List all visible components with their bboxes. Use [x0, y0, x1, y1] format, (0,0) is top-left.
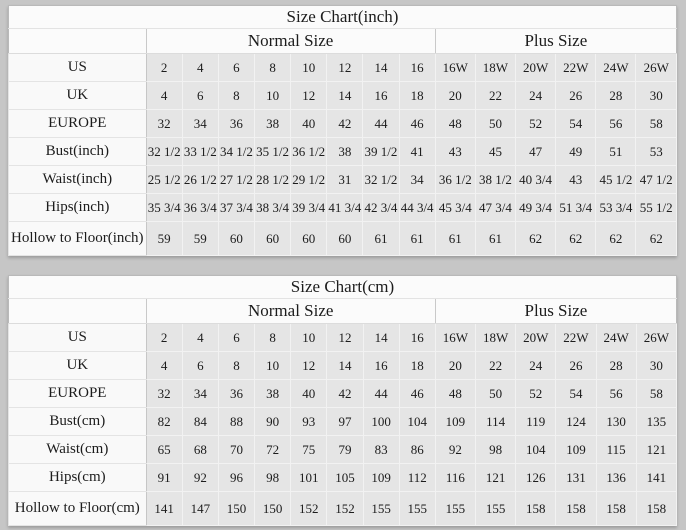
size-value-cell: 16W — [435, 324, 475, 352]
size-value-cell: 97 — [327, 408, 363, 436]
size-value-cell: 12 — [291, 82, 327, 110]
size-value-cell: 26W — [636, 54, 677, 82]
size-value-cell: 109 — [556, 436, 596, 464]
table-row — [9, 492, 677, 526]
size-value-cell: 45 3/4 — [435, 194, 475, 222]
size-value-cell: 131 — [556, 464, 596, 492]
inch-table-body — [9, 54, 677, 256]
size-value-cell: 8 — [218, 352, 254, 380]
size-value-cell: 136 — [596, 464, 636, 492]
corner-cell — [9, 29, 147, 54]
table-row — [9, 138, 677, 166]
size-value-cell: 4 — [146, 82, 182, 110]
size-value-cell: 86 — [399, 436, 435, 464]
table-row — [9, 54, 677, 82]
size-value-cell: 90 — [255, 408, 291, 436]
size-value-cell: 60 — [218, 222, 254, 256]
corner-cell — [9, 299, 147, 324]
size-value-cell: 61 — [399, 222, 435, 256]
size-value-cell: 88 — [218, 408, 254, 436]
size-value-cell: 61 — [475, 222, 515, 256]
size-value-cell: 35 1/2 — [255, 138, 291, 166]
size-value-cell: 48 — [435, 110, 475, 138]
table-title: Size Chart(inch) — [9, 6, 677, 29]
size-value-cell: 54 — [556, 110, 596, 138]
size-value-cell: 121 — [476, 464, 516, 492]
size-value-cell: 34 — [182, 380, 218, 408]
size-value-cell: 43 — [435, 138, 475, 166]
size-value-cell: 150 — [218, 492, 254, 526]
table-row — [9, 110, 677, 138]
plus-size-header: Plus Size — [435, 299, 676, 324]
size-value-cell: 58 — [636, 380, 676, 408]
size-value-cell: 62 — [556, 222, 596, 256]
size-value-cell: 22 — [475, 82, 515, 110]
size-value-cell: 10 — [291, 324, 327, 352]
size-value-cell: 6 — [182, 82, 218, 110]
title-row — [9, 6, 677, 29]
size-value-cell: 8 — [255, 54, 291, 82]
size-value-cell: 36 3/4 — [182, 194, 218, 222]
size-value-cell: 20W — [516, 54, 556, 82]
size-value-cell: 35 3/4 — [146, 194, 182, 222]
row-label: Hips(inch) — [9, 194, 147, 222]
row-label: Waist(inch) — [9, 166, 147, 194]
table-row — [9, 194, 677, 222]
size-value-cell: 53 — [636, 138, 677, 166]
size-value-cell: 50 — [475, 110, 515, 138]
size-value-cell: 42 — [327, 110, 363, 138]
row-label: Bust(inch) — [9, 138, 147, 166]
size-value-cell: 92 — [435, 436, 475, 464]
size-value-cell: 2 — [146, 324, 182, 352]
size-value-cell: 10 — [291, 54, 327, 82]
size-value-cell: 112 — [399, 464, 435, 492]
size-value-cell: 30 — [636, 82, 677, 110]
size-value-cell: 83 — [363, 436, 399, 464]
size-value-cell: 98 — [255, 464, 291, 492]
normal-size-header: Normal Size — [146, 29, 435, 54]
table-row — [9, 352, 677, 380]
size-value-cell: 44 3/4 — [399, 194, 435, 222]
row-label: UK — [9, 352, 147, 380]
size-value-cell: 47 3/4 — [475, 194, 515, 222]
size-value-cell: 39 3/4 — [291, 194, 327, 222]
size-value-cell: 6 — [218, 54, 254, 82]
size-chart-inch-table — [8, 5, 677, 256]
size-value-cell: 16W — [435, 54, 475, 82]
size-value-cell: 25 1/2 — [146, 166, 182, 194]
size-value-cell: 26W — [636, 324, 676, 352]
size-value-cell: 56 — [596, 110, 636, 138]
size-value-cell: 141 — [146, 492, 182, 526]
size-value-cell: 104 — [516, 436, 556, 464]
size-value-cell: 59 — [146, 222, 182, 256]
table-row — [9, 82, 677, 110]
size-value-cell: 38 — [327, 138, 363, 166]
size-value-cell: 14 — [327, 82, 363, 110]
size-value-cell: 65 — [146, 436, 182, 464]
size-value-cell: 52 — [516, 110, 556, 138]
size-value-cell: 54 — [556, 380, 596, 408]
size-value-cell: 47 — [516, 138, 556, 166]
size-value-cell: 31 — [327, 166, 363, 194]
size-value-cell: 27 1/2 — [218, 166, 254, 194]
size-value-cell: 14 — [363, 54, 399, 82]
size-value-cell: 18W — [476, 324, 516, 352]
size-value-cell: 6 — [182, 352, 218, 380]
size-value-cell: 24W — [596, 54, 636, 82]
size-value-cell: 56 — [596, 380, 636, 408]
size-value-cell: 29 1/2 — [291, 166, 327, 194]
size-value-cell: 49 3/4 — [516, 194, 556, 222]
size-value-cell: 41 3/4 — [327, 194, 363, 222]
size-value-cell: 91 — [146, 464, 182, 492]
size-chart-cm-table — [8, 275, 677, 526]
size-value-cell: 158 — [556, 492, 596, 526]
table-row — [9, 166, 677, 194]
size-value-cell: 20 — [435, 82, 475, 110]
size-value-cell: 62 — [636, 222, 677, 256]
size-value-cell: 82 — [146, 408, 182, 436]
size-value-cell: 155 — [363, 492, 399, 526]
row-label: Hollow to Floor(inch) — [9, 222, 147, 256]
size-value-cell: 24 — [516, 82, 556, 110]
size-value-cell: 152 — [327, 492, 363, 526]
row-label: Waist(cm) — [9, 436, 147, 464]
size-value-cell: 36 — [218, 110, 254, 138]
size-value-cell: 60 — [291, 222, 327, 256]
size-value-cell: 126 — [516, 464, 556, 492]
group-header-row — [9, 299, 677, 324]
table-row — [9, 408, 677, 436]
size-value-cell: 43 — [556, 166, 596, 194]
size-value-cell: 59 — [182, 222, 218, 256]
size-value-cell: 44 — [363, 380, 399, 408]
size-value-cell: 104 — [399, 408, 435, 436]
size-value-cell: 46 — [399, 380, 435, 408]
size-value-cell: 34 — [399, 166, 435, 194]
size-value-cell: 45 1/2 — [596, 166, 636, 194]
size-value-cell: 26 1/2 — [182, 166, 218, 194]
size-value-cell: 155 — [399, 492, 435, 526]
size-value-cell: 12 — [291, 352, 327, 380]
size-value-cell: 50 — [476, 380, 516, 408]
size-value-cell: 18 — [399, 352, 435, 380]
size-value-cell: 24 — [516, 352, 556, 380]
row-label: US — [9, 54, 147, 82]
size-value-cell: 158 — [516, 492, 556, 526]
size-value-cell: 105 — [327, 464, 363, 492]
size-value-cell: 72 — [255, 436, 291, 464]
size-value-cell: 119 — [516, 408, 556, 436]
group-header-row — [9, 29, 677, 54]
row-label: Bust(cm) — [9, 408, 147, 436]
size-value-cell: 158 — [636, 492, 676, 526]
size-value-cell: 109 — [363, 464, 399, 492]
size-value-cell: 36 1/2 — [435, 166, 475, 194]
table-title: Size Chart(cm) — [9, 276, 677, 299]
row-label: Hollow to Floor(cm) — [9, 492, 147, 526]
size-value-cell: 47 1/2 — [636, 166, 677, 194]
size-value-cell: 60 — [255, 222, 291, 256]
table-row — [9, 464, 677, 492]
size-value-cell: 79 — [327, 436, 363, 464]
size-value-cell: 75 — [291, 436, 327, 464]
size-value-cell: 28 1/2 — [255, 166, 291, 194]
table-row — [9, 222, 677, 256]
size-value-cell: 152 — [291, 492, 327, 526]
size-value-cell: 158 — [596, 492, 636, 526]
size-value-cell: 8 — [255, 324, 291, 352]
size-value-cell: 48 — [435, 380, 475, 408]
size-value-cell: 68 — [182, 436, 218, 464]
row-label: EUROPE — [9, 380, 147, 408]
row-label: US — [9, 324, 147, 352]
size-value-cell: 22W — [556, 324, 596, 352]
size-value-cell: 20W — [516, 324, 556, 352]
size-value-cell: 30 — [636, 352, 676, 380]
size-value-cell: 22W — [556, 54, 596, 82]
size-value-cell: 18 — [399, 82, 435, 110]
size-value-cell: 36 1/2 — [291, 138, 327, 166]
size-value-cell: 41 — [399, 138, 435, 166]
size-value-cell: 10 — [255, 82, 291, 110]
size-value-cell: 36 — [218, 380, 254, 408]
title-row — [9, 276, 677, 299]
size-value-cell: 96 — [218, 464, 254, 492]
row-label: EUROPE — [9, 110, 147, 138]
size-value-cell: 34 1/2 — [218, 138, 254, 166]
table-row — [9, 436, 677, 464]
size-value-cell: 70 — [218, 436, 254, 464]
size-value-cell: 39 1/2 — [363, 138, 399, 166]
size-value-cell: 32 1/2 — [363, 166, 399, 194]
size-value-cell: 16 — [399, 54, 435, 82]
size-value-cell: 130 — [596, 408, 636, 436]
size-value-cell: 42 — [327, 380, 363, 408]
size-value-cell: 16 — [363, 352, 399, 380]
size-value-cell: 2 — [146, 54, 182, 82]
size-value-cell: 32 — [146, 110, 182, 138]
size-value-cell: 22 — [476, 352, 516, 380]
size-value-cell: 62 — [516, 222, 556, 256]
size-value-cell: 60 — [327, 222, 363, 256]
table-row — [9, 380, 677, 408]
size-value-cell: 10 — [255, 352, 291, 380]
size-value-cell: 12 — [327, 54, 363, 82]
size-value-cell: 38 — [255, 380, 291, 408]
size-value-cell: 100 — [363, 408, 399, 436]
size-value-cell: 4 — [146, 352, 182, 380]
size-value-cell: 38 3/4 — [255, 194, 291, 222]
size-value-cell: 20 — [435, 352, 475, 380]
size-value-cell: 55 1/2 — [636, 194, 677, 222]
size-value-cell: 16 — [363, 82, 399, 110]
size-value-cell: 92 — [182, 464, 218, 492]
size-value-cell: 26 — [556, 82, 596, 110]
size-value-cell: 28 — [596, 82, 636, 110]
size-value-cell: 141 — [636, 464, 676, 492]
size-value-cell: 61 — [435, 222, 475, 256]
size-value-cell: 32 1/2 — [146, 138, 182, 166]
size-value-cell: 58 — [636, 110, 677, 138]
size-value-cell: 16 — [399, 324, 435, 352]
size-value-cell: 14 — [327, 352, 363, 380]
size-value-cell: 4 — [182, 54, 218, 82]
size-value-cell: 51 3/4 — [556, 194, 596, 222]
size-value-cell: 38 — [255, 110, 291, 138]
row-label: UK — [9, 82, 147, 110]
size-value-cell: 53 3/4 — [596, 194, 636, 222]
size-value-cell: 150 — [255, 492, 291, 526]
size-value-cell: 38 1/2 — [475, 166, 515, 194]
size-value-cell: 155 — [476, 492, 516, 526]
size-value-cell: 84 — [182, 408, 218, 436]
size-value-cell: 18W — [475, 54, 515, 82]
normal-size-header: Normal Size — [146, 299, 435, 324]
size-value-cell: 121 — [636, 436, 676, 464]
size-value-cell: 109 — [435, 408, 475, 436]
size-value-cell: 62 — [596, 222, 636, 256]
size-value-cell: 28 — [596, 352, 636, 380]
size-value-cell: 116 — [435, 464, 475, 492]
size-value-cell: 98 — [476, 436, 516, 464]
size-value-cell: 33 1/2 — [182, 138, 218, 166]
size-value-cell: 34 — [182, 110, 218, 138]
size-value-cell: 155 — [435, 492, 475, 526]
size-value-cell: 124 — [556, 408, 596, 436]
size-value-cell: 40 — [291, 380, 327, 408]
size-value-cell: 26 — [556, 352, 596, 380]
size-value-cell: 61 — [363, 222, 399, 256]
size-value-cell: 52 — [516, 380, 556, 408]
size-value-cell: 46 — [399, 110, 435, 138]
size-value-cell: 40 — [291, 110, 327, 138]
table-row — [9, 324, 677, 352]
size-value-cell: 24W — [596, 324, 636, 352]
size-value-cell: 37 3/4 — [218, 194, 254, 222]
size-value-cell: 44 — [363, 110, 399, 138]
cm-table-body — [9, 324, 677, 526]
size-value-cell: 49 — [556, 138, 596, 166]
size-value-cell: 32 — [146, 380, 182, 408]
size-value-cell: 101 — [291, 464, 327, 492]
plus-size-header: Plus Size — [435, 29, 676, 54]
row-label: Hips(cm) — [9, 464, 147, 492]
size-value-cell: 135 — [636, 408, 676, 436]
size-value-cell: 51 — [596, 138, 636, 166]
size-value-cell: 12 — [327, 324, 363, 352]
size-value-cell: 8 — [218, 82, 254, 110]
size-value-cell: 40 3/4 — [516, 166, 556, 194]
size-value-cell: 6 — [218, 324, 254, 352]
size-value-cell: 45 — [475, 138, 515, 166]
size-value-cell: 114 — [476, 408, 516, 436]
size-value-cell: 4 — [182, 324, 218, 352]
size-value-cell: 147 — [182, 492, 218, 526]
size-value-cell: 14 — [363, 324, 399, 352]
size-value-cell: 93 — [291, 408, 327, 436]
size-value-cell: 115 — [596, 436, 636, 464]
size-value-cell: 42 3/4 — [363, 194, 399, 222]
